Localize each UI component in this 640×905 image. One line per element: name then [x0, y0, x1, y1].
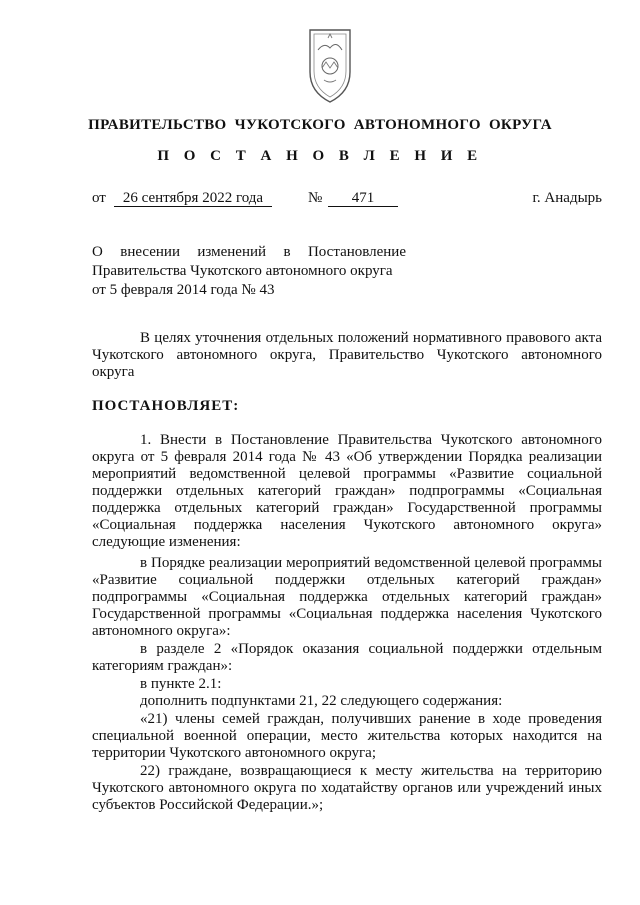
- subject-line-2: Правительства Чукотского автономного округа: [92, 263, 393, 279]
- document-date-text: 26 сентября 2022 года: [122, 190, 264, 206]
- subject-line-1: [92, 243, 406, 262]
- paragraph-7: 22) граждане, возвращающиеся к месту жительства на территорию Чукотского автономного округа по ходатайству органов или учреждений иных субъектов Российской Федерации.»;: [92, 763, 602, 813]
- subject-word: изменений: [197, 244, 267, 260]
- paragraph-4: в пункте 2.1:: [140, 676, 222, 692]
- decree-heading: ПОСТАНОВЛЯЕТ:: [92, 398, 240, 414]
- document-date: [114, 190, 272, 207]
- paragraph-3: в разделе 2 «Порядок оказания социальной поддержки отдельным категориям граждан»:: [92, 641, 602, 674]
- paragraph-6: «21) члены семей граждан, получивших ранение в ходе проведения специальной военной операции, место жительства которых находится на территории Чукотского автономного округа;: [92, 711, 602, 761]
- subject-word: Постановление: [307, 244, 406, 260]
- document-type-title: П О С Т А Н О В Л Е Н И Е: [157, 148, 483, 164]
- subject-word: внесении: [120, 244, 180, 260]
- organization-title: ПРАВИТЕЛЬСТВО ЧУКОТСКОГО АВТОНОМНОГО ОКРУГА: [88, 117, 552, 133]
- document-number-text: 471: [351, 190, 375, 206]
- subject-word: в: [283, 244, 291, 260]
- number-label: №: [308, 190, 323, 206]
- date-prefix-label: от: [92, 190, 106, 206]
- coat-of-arms-icon: [304, 26, 356, 106]
- document-place: г. Анадырь: [532, 190, 602, 206]
- subject-word: О: [92, 244, 103, 260]
- paragraph-5: дополнить подпунктами 21, 22 следующего содержания:: [140, 693, 503, 709]
- document-subject: [92, 243, 406, 300]
- paragraph-2: в Порядке реализации мероприятий ведомственной целевой программы «Развитие социальной поддержки отдельных категорий граждан» подпрограммы «Социальная поддержка отдельных категорий граждан» Государственной программы «Социальная поддержка населения Чукотского автономного округа»:: [92, 555, 602, 639]
- document-meta-row: [92, 190, 602, 210]
- preamble-paragraph: В целях уточнения отдельных положений нормативного правового акта Чукотского автономного округа, Правительство Чукотского автономного округа: [92, 330, 602, 380]
- document-number: [328, 190, 398, 207]
- subject-line-3: от 5 февраля 2014 года № 43: [92, 282, 275, 298]
- paragraph-1: 1. Внести в Постановление Правительства Чукотского автономного округа от 5 февраля 2014 года № 43 «Об утверждении Порядка реализации мероприятий ведомственной целевой программы «Развитие социальной поддержки отдельных категорий граждан» подпрограммы «Социальная поддержка отдельных категорий граждан» Государственной программы «Социальная поддержка населения Чукотского автономного округа» следующие изменения:: [92, 432, 602, 550]
